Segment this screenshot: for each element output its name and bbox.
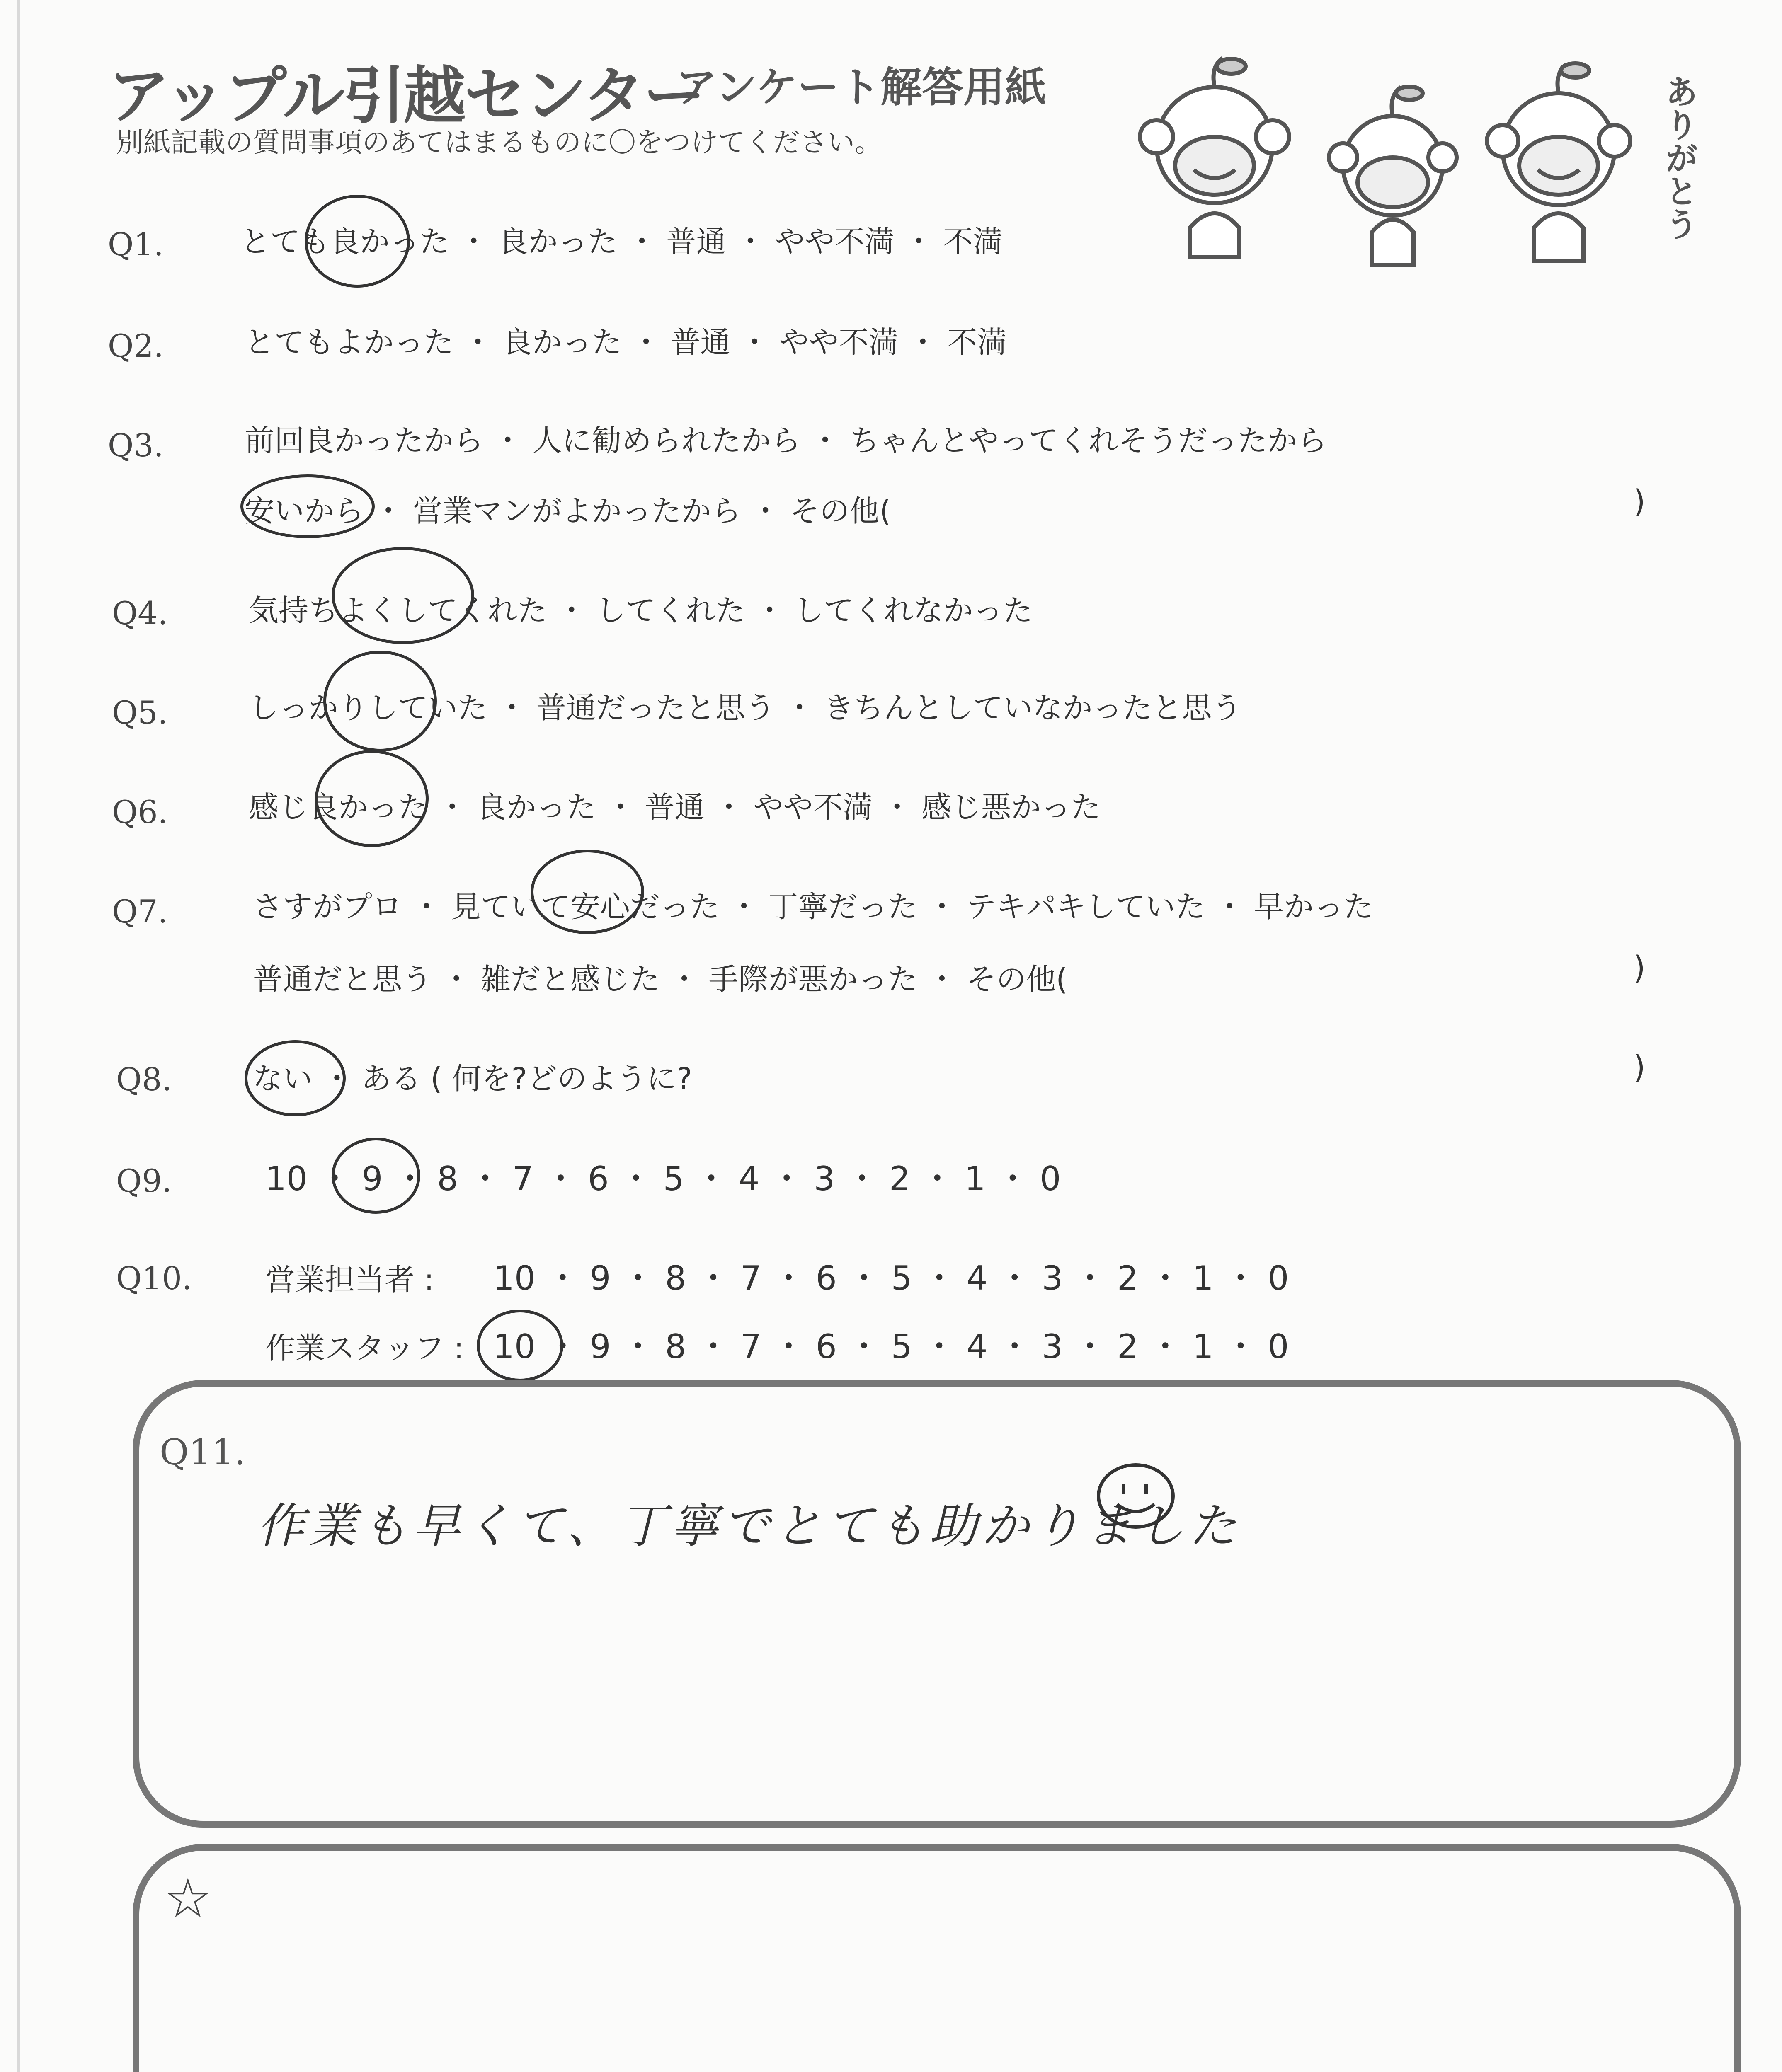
q5-number: Q5. — [112, 694, 168, 731]
q5-options: しっかりしていた ・ 普通だったと思う ・ きちんとしていなかったと思う — [249, 690, 1242, 725]
q10-sales-scale: 10 ・ 9 ・ 8 ・ 7 ・ 6 ・ 5 ・ 4 ・ 3 ・ 2 ・ 1 ・ 0 — [493, 1259, 1289, 1297]
q11-number: Q11. — [160, 1432, 246, 1473]
q8-number: Q8. — [116, 1061, 172, 1098]
monkey-mascot-2 — [1329, 87, 1457, 265]
q7-close-paren: ) — [1633, 949, 1646, 986]
q9-number: Q9. — [116, 1162, 172, 1199]
monkey-mascots-image — [1127, 41, 1708, 274]
q10-sales-label: 営業担当者 : — [265, 1262, 434, 1297]
q7-options-line1: さすがプロ ・ 見ていて安心だった ・ 丁寧だった ・ テキパキしていた ・ 早かった — [253, 889, 1374, 924]
q6-options: 感じ良かった ・ 良かった ・ 普通 ・ やや不満 ・ 感じ悪かった — [249, 790, 1101, 825]
q6-selection-circle — [315, 750, 429, 847]
q3-selection-circle — [240, 474, 375, 538]
q1-options: とても良かった ・ 良かった ・ 普通 ・ やや不満 ・ 不満 — [240, 224, 1003, 259]
q10-number: Q10. — [116, 1260, 192, 1297]
q3-close-paren: ) — [1633, 483, 1646, 520]
instruction-text: 別紙記載の質問事項のあてはまるものに〇をつけてください。 — [116, 126, 882, 158]
q4-selection-circle — [332, 547, 474, 644]
free-comment-box — [133, 1844, 1741, 2072]
monkey-mascot-1 — [1140, 58, 1289, 257]
form-subtitle: アンケート解答用紙 — [676, 63, 1046, 111]
q8-selection-circle — [245, 1040, 346, 1116]
q1-number: Q1. — [108, 226, 164, 263]
q4-number: Q4. — [112, 595, 168, 632]
q11-comment-box — [133, 1380, 1741, 1828]
q10-staff-scale: 10 ・ 9 ・ 8 ・ 7 ・ 6 ・ 5 ・ 4 ・ 3 ・ 2 ・ 1 ・ 0 — [493, 1327, 1289, 1366]
q2-number: Q2. — [108, 327, 164, 364]
q7-options-line2: 普通だと思う ・ 雑だと感じた ・ 手際が悪かった ・ その他( — [253, 962, 1068, 997]
q3-number: Q3. — [108, 427, 164, 464]
q8-options: ない ・ ある ( 何を?どのように? — [253, 1061, 693, 1096]
smiley-face-drawing — [1094, 1459, 1177, 1533]
q5-selection-circle — [323, 651, 437, 752]
q3-options-line1: 前回良かったから ・ 人に勧められたから ・ ちゃんとやってくれそうだったから — [245, 423, 1327, 458]
company-title: アップル引越センター — [108, 60, 704, 132]
q7-selection-circle — [531, 850, 644, 934]
star-icon: ☆ — [164, 1867, 212, 1930]
q11-handwritten-comment: 作業も早くて、丁寧でとても助かりました — [257, 1498, 1241, 1554]
monkey-mascot-3 — [1487, 63, 1630, 261]
q7-number: Q7. — [112, 893, 168, 930]
q10-staff-selection-circle — [477, 1310, 563, 1382]
q4-options: 気持ちよくしてくれた ・ してくれた ・ してくれなかった — [249, 593, 1033, 628]
q6-number: Q6. — [112, 794, 168, 830]
q9-scale: 10 ・ 9 ・ 8 ・ 7 ・ 6 ・ 5 ・ 4 ・ 3 ・ 2 ・ 1 ・ 0 — [265, 1159, 1061, 1198]
q10-staff-label: 作業スタッフ : — [265, 1331, 464, 1365]
scan-edge — [17, 0, 20, 2072]
mascot-caption: ありがとう — [1659, 75, 1698, 240]
q9-selection-circle — [332, 1138, 420, 1214]
q8-close-paren: ) — [1633, 1048, 1646, 1085]
q2-options: とてもよかった ・ 良かった ・ 普通 ・ やや不満 ・ 不満 — [245, 325, 1007, 360]
q3-options-line2: 安いから ・ 営業マンがよかったから ・ その他( — [245, 494, 891, 528]
q1-selection-circle — [305, 195, 410, 288]
